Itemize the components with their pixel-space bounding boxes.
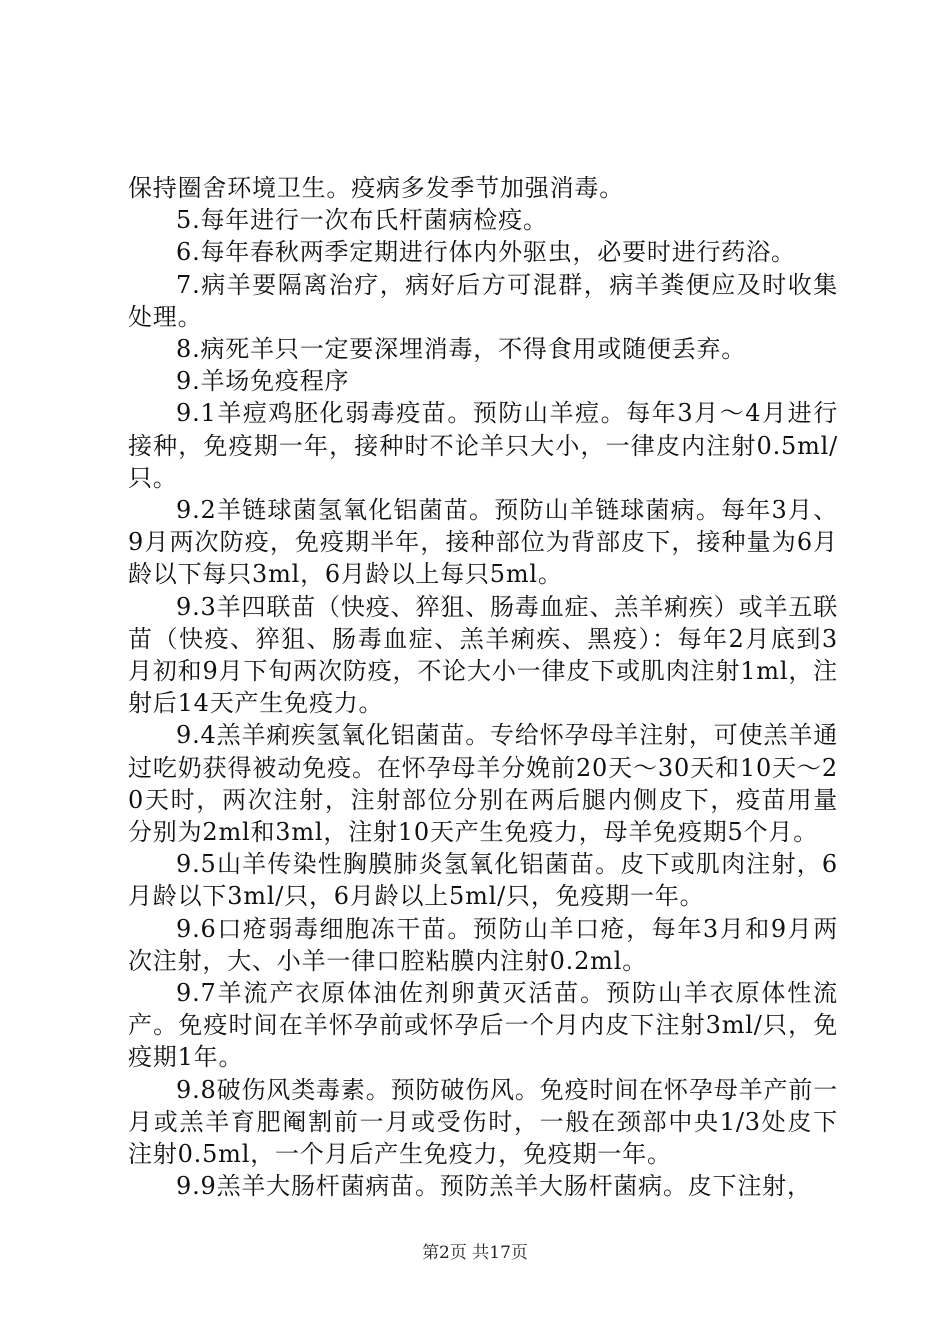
paragraph-item-6: 6.每年春秋两季定期进行体内外驱虫，必要时进行药浴。 [176,238,796,267]
paragraph-item-9-9: 9.9羔羊大肠杆菌病苗。预防羔羊大肠杆菌病。皮下注射， [176,1172,812,1201]
paragraph-item-9-1: 9.1羊痘鸡胚化弱毒疫苗。预防山羊痘。每年3月～4月进行接种，免疫期一年，接种时不论羊只大小，一律皮内注射0.5ml/只。 [128,399,838,492]
paragraph-item-7: 7.病羊要隔离治疗，病好后方可混群，病羊粪便应及时收集处理。 [128,270,838,331]
paragraph-item-9-2: 9.2羊链球菌氢氧化铝菌苗。预防山羊链球菌病。每年3月、9月两次防疫，免疫期半年，接种部位为背部皮下，接种量为6月龄以下每只3ml，6月龄以上每只5ml。 [128,496,838,589]
paragraph-item-9-8: 9.8破伤风类毒素。预防破伤风。免疫时间在怀孕母羊产前一月或羔羊育肥阉割前一月或受伤时，一般在颈部中央1/3处皮下注射0.5ml，一个月后产生免疫力，免疫期一年。 [128,1075,838,1169]
paragraph-continuation: 保持圈舍环境卫生。疫病多发季节加强消毒。 [128,174,624,202]
page-number-label: 第2页 共17页 [422,1243,528,1263]
paragraph-item-9-3: 9.3羊四联苗（快疫、猝狙、肠毒血症、羔羊痢疾）或羊五联苗（快疫、猝狙、肠毒血症、羔羊痢疾、黑疫）：每年2月底到3月初和9月下旬两次防疫，不论大小一律皮下或肌肉注射1ml，注射后14天产生免疫力。 [128,592,838,718]
section-heading-9: 9.羊场免疫程序 [176,367,350,396]
paragraph-item-8: 8.病死羊只一定要深埋消毒，不得食用或随便丢弃。 [176,335,747,364]
paragraph-item-5: 5.每年进行一次布氏杆菌病检疫。 [176,206,548,235]
paragraph-item-9-6: 9.6口疮弱毒细胞冻干苗。预防山羊口疮，每年3月和9月两次注射，大、小羊一律口腔粘膜内注射0.2ml。 [128,914,838,975]
paragraph-item-9-5: 9.5山羊传染性胸膜肺炎氢氧化铝菌苗。皮下或肌肉注射，6月龄以下3ml/只，6月龄以上5ml/只，免疫期一年。 [128,850,838,911]
paragraph-item-9-4: 9.4羔羊痢疾氢氧化铝菌苗。专给怀孕母羊注射，可使羔羊通过吃奶获得被动免疫。在怀孕母羊分娩前20天～30天和10天～20天时，两次注射，注射部位分别在两后腿内侧皮下，疫苗用量分别为2ml和3ml，注射10天产生免疫力，母羊免疫期5个月。 [128,721,838,847]
document-body [128,172,838,1203]
paragraph-item-9-7: 9.7羊流产衣原体油佐剂卵黄灭活苗。预防山羊衣原体性流产。免疫时间在羊怀孕前或怀孕后一个月内皮下注射3ml/只，免疫期1年。 [128,979,838,1072]
page-footer [0,1243,950,1263]
